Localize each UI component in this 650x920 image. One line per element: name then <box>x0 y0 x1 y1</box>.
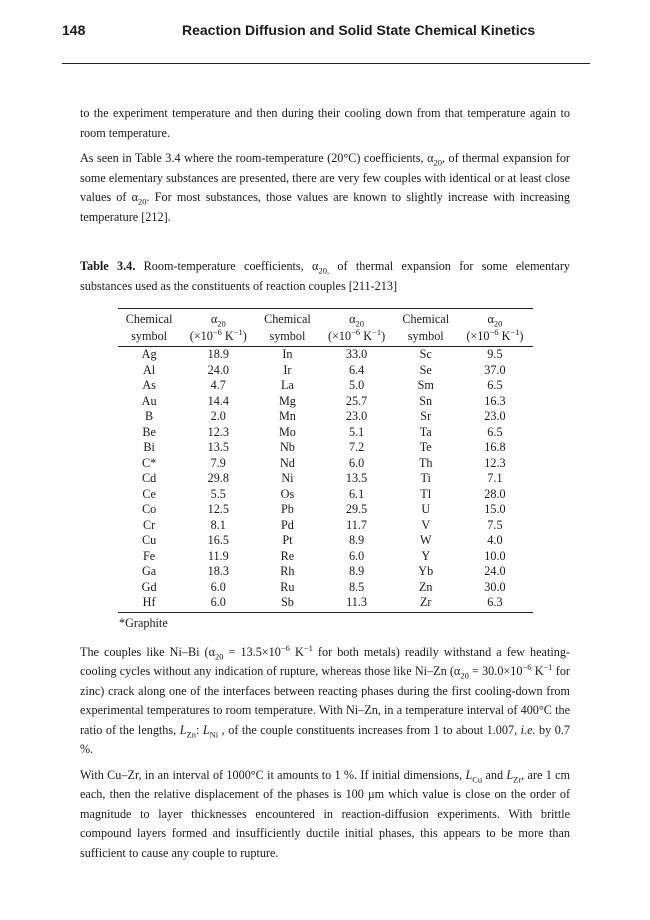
alpha-value-cell: 29.5 <box>345 502 368 516</box>
alpha-value-cell: 37.0 <box>484 362 506 377</box>
table-caption <box>80 257 570 296</box>
alpha-value-cell: 6.1 <box>348 486 365 501</box>
header-line <box>180 311 256 328</box>
table-row <box>118 502 533 518</box>
alpha-value-cell: 7.9 <box>210 455 226 470</box>
variable: L <box>202 722 210 737</box>
symbol-cell: La <box>280 378 294 392</box>
alpha-value-cell: 11.3 <box>319 595 395 612</box>
subscript: Zn <box>186 728 196 739</box>
running-title: Reaction Diffusion and Solid State Chemical Kinetics <box>182 22 536 38</box>
alpha-value-cell: 5.5 <box>210 486 226 501</box>
alpha-value-cell: 16.8 <box>484 440 506 454</box>
unit-part: (×10 <box>328 329 352 343</box>
alpha-value-cell: 8.1 <box>210 517 226 532</box>
table-row <box>118 363 533 379</box>
subscript: 20 <box>214 650 224 661</box>
alpha-value-cell: 24.0 <box>207 362 229 377</box>
unit-part: (×10 <box>189 329 213 343</box>
alpha-value-cell: 4.7 <box>210 378 226 392</box>
alpha-value-cell: 6.4 <box>348 362 365 377</box>
header-unit <box>180 328 256 345</box>
alpha-value-cell: 4.0 <box>487 533 503 547</box>
unit-part: K <box>360 329 373 343</box>
subscript: 20 <box>217 318 226 329</box>
variable: L <box>179 722 187 737</box>
table-body <box>118 347 533 613</box>
alpha-value-cell: 11.7 <box>346 517 368 532</box>
alpha-value-cell: 9.5 <box>487 347 503 361</box>
alpha-value-cell: 23.0 <box>345 409 368 423</box>
table-row <box>118 580 533 596</box>
symbol-cell: Th <box>418 455 433 470</box>
subscript: 20 <box>138 196 147 207</box>
table-row <box>118 409 533 425</box>
header-unit <box>457 328 533 345</box>
subscript: 20 <box>460 670 469 681</box>
alpha-value-cell: 5.1 <box>348 424 365 439</box>
symbol-cell: Ga <box>141 564 157 578</box>
alpha-value-cell: 16.3 <box>484 393 506 408</box>
header-line: Chemical <box>264 312 311 326</box>
superscript: −6 <box>522 661 532 672</box>
symbol-cell: Cd <box>141 471 157 485</box>
alpha-value-cell: 28.0 <box>484 486 506 501</box>
alpha-value-cell: 2.0 <box>210 409 226 423</box>
symbol-cell: Ta <box>419 424 432 439</box>
symbol-cell: Ni <box>281 471 294 485</box>
paragraph-4 <box>80 766 570 864</box>
text: K <box>289 644 304 659</box>
unit-part: −6 <box>351 326 361 337</box>
text: , of the couple constituents increases from 1 to about 1.007, <box>218 722 521 737</box>
text: Room-temperature coefficients, α <box>135 259 319 273</box>
thermal-expansion-table <box>118 308 533 613</box>
alpha-value-cell: 25.7 <box>345 393 368 408</box>
alpha-value-cell: 7.1 <box>487 471 503 485</box>
alpha-value-cell: 7.5 <box>487 517 503 532</box>
symbol-cell: Nb <box>279 440 295 454</box>
alpha-value-cell: 12.5 <box>207 502 229 516</box>
unit-part: −6 <box>489 326 499 337</box>
alpha-value-cell: 5.0 <box>348 378 365 392</box>
text: and <box>482 767 507 782</box>
text: With Cu–Zr, in an interval of 1000°C it amounts to 1 %. If initial dimensions, <box>80 767 466 782</box>
subscript: 20 <box>493 318 503 329</box>
alpha-value-cell: 6.0 <box>348 548 365 563</box>
alpha-value-cell: 12.3 <box>484 455 506 470</box>
symbol-cell: In <box>282 347 293 361</box>
alpha-value-cell: 8.9 <box>348 533 365 547</box>
alpha-value-cell: 18.9 <box>207 347 229 361</box>
symbol-cell: Yb <box>418 564 434 578</box>
alpha-value-cell: 8.5 <box>348 579 365 594</box>
alpha-value-cell: 30.0 <box>484 579 506 594</box>
symbol-cell: B <box>145 409 154 423</box>
page-number: 148 <box>62 22 86 38</box>
symbol-cell: Sn <box>419 393 433 408</box>
alpha-value-cell: 24.0 <box>484 564 506 578</box>
unit-part: K <box>498 329 511 343</box>
alpha-value-cell: 6.0 <box>210 579 226 594</box>
symbol-cell: Te <box>419 440 432 454</box>
paragraph-3 <box>80 643 570 760</box>
header-line: Chemical <box>402 312 450 326</box>
text: for zinc) crack along one of the interfaces between reacting phases during the first cooling-down from experimental temperatures to room temperature. With Ni–Zn, in a temperature interval of 400°C the ratio of the lengths, <box>80 664 570 737</box>
text: = 30.0×10 <box>468 664 523 678</box>
symbol-cell: Al <box>143 362 156 377</box>
alpha-value-cell: 8.9 <box>348 564 365 578</box>
table-row <box>118 425 533 441</box>
symbol-cell: Ir <box>283 362 292 377</box>
table-row <box>118 378 533 394</box>
symbol-cell: Bi <box>143 440 155 454</box>
unit-part: K <box>221 329 234 343</box>
superscript: −1 <box>543 661 553 672</box>
symbol-cell: C* <box>141 455 157 470</box>
table-row <box>118 533 533 549</box>
alpha-value-cell: 13.5 <box>345 471 368 485</box>
caption-label: Table 3.4. <box>80 259 136 273</box>
paragraph-1: to the experiment temperature and then during their cooling down from that temperature again to room temperature. <box>80 106 570 140</box>
symbol-cell: V <box>421 517 431 532</box>
table-row <box>118 595 533 612</box>
symbol-cell: Ru <box>280 579 295 594</box>
unit-part: ) <box>381 329 386 343</box>
symbol-cell: Mn <box>278 409 296 423</box>
symbol-cell: Cu <box>141 533 157 547</box>
alpha-value-cell: 12.3 <box>207 424 229 439</box>
alpha-value-cell: 18.3 <box>207 564 229 578</box>
alpha-value-cell: 15.0 <box>484 502 506 516</box>
subscript: 20, <box>318 265 330 276</box>
alpha-symbol: α <box>487 312 494 326</box>
symbol-cell: Sc <box>419 347 432 361</box>
symbol-cell: Pd <box>280 517 294 532</box>
table-row <box>118 518 533 534</box>
symbol-cell: Hf <box>118 595 180 612</box>
unit-part: ) <box>242 329 247 343</box>
header-alpha <box>319 309 395 347</box>
subscript: Ni <box>209 728 219 739</box>
table-row <box>118 347 533 363</box>
header-line: symbol <box>131 329 168 343</box>
symbol-cell: Ag <box>141 347 157 361</box>
text: for both metals) readily withstand a few heating-cooling cycles without any indication of rupture, whereas those like Ni–Zn (α <box>80 644 570 678</box>
alpha-value-cell: 29.8 <box>207 471 229 485</box>
symbol-cell: Sr <box>420 409 432 423</box>
text: K <box>531 664 544 678</box>
symbol-cell: Au <box>141 393 157 408</box>
alpha-symbol: α <box>349 312 356 326</box>
alpha-value-cell: 6.0 <box>180 595 256 612</box>
symbol-cell: Re <box>280 548 295 563</box>
text: by 0.7 %. <box>80 722 570 756</box>
text: . For most substances, those values are known to slightly increase with increasing temperature [212]. <box>80 190 570 224</box>
page-body <box>80 104 570 869</box>
symbol-cell: Sm <box>417 378 434 392</box>
header-line <box>319 311 395 328</box>
symbol-cell: Mg <box>278 393 296 408</box>
unit-part: −6 <box>212 326 222 337</box>
unit-part: ) <box>519 329 524 343</box>
alpha-value-cell: 6.3 <box>457 595 533 612</box>
symbol-cell: W <box>419 533 432 547</box>
table-row <box>118 440 533 456</box>
unit-part: −1 <box>233 326 243 337</box>
header-alpha <box>180 309 256 347</box>
alpha-value-cell: 16.5 <box>207 533 229 547</box>
symbol-cell: Nd <box>279 455 295 470</box>
alpha-value-cell: 23.0 <box>484 409 506 423</box>
header-line: symbol <box>407 329 444 343</box>
symbol-cell: Mo <box>278 424 296 439</box>
symbol-cell: Pt <box>282 533 293 547</box>
text: , are 1 cm each, then the relative displacement of the phases is 100 μm which value is close on the order of magnitude to layer thicknesses encountered in reaction-diffusion experiments. With brittle compound layers formed and insufficiently ductile initial phases, this appears to be more than sufficient to cause any couple to rupture. <box>80 767 570 860</box>
table-header-row <box>118 309 533 347</box>
symbol-cell: Be <box>142 424 156 439</box>
header-rule <box>62 63 590 64</box>
symbol-cell: Os <box>280 486 295 501</box>
superscript: −1 <box>303 642 313 653</box>
table-row <box>118 471 533 487</box>
text: of thermal expansion for some elementary substances used as the constituents of reaction couples [211-213] <box>80 259 570 293</box>
header-line <box>457 311 533 328</box>
text: = 13.5×10 <box>223 644 281 659</box>
text: The couples like Ni–Bi (α <box>80 644 215 659</box>
symbol-cell: Tl <box>420 486 432 501</box>
subscript: 20 <box>355 318 365 329</box>
symbol-cell: Co <box>141 502 157 516</box>
text: , of thermal expansion for some elementary substances are presented, there are very few couples with identical or at least close values of α <box>80 151 570 204</box>
subscript: Zr <box>513 773 522 784</box>
variable: L <box>465 767 473 782</box>
alpha-value-cell: 14.4 <box>207 393 229 408</box>
subscript: 20 <box>433 157 442 168</box>
alpha-value-cell: 33.0 <box>345 347 368 361</box>
symbol-cell: Pb <box>280 502 294 516</box>
header-chemical-symbol <box>395 309 457 347</box>
superscript: −6 <box>280 642 290 653</box>
symbol-cell: As <box>142 378 156 392</box>
symbol-cell: Fe <box>143 548 156 563</box>
page-header <box>62 22 590 42</box>
symbol-cell: Se <box>419 362 432 377</box>
alpha-value-cell: 7.2 <box>348 440 365 454</box>
table-row <box>118 549 533 565</box>
alpha-value-cell: 6.0 <box>348 455 365 470</box>
unit-part: −1 <box>510 326 520 337</box>
symbol-cell: Sb <box>256 595 318 612</box>
text: As seen in Table 3.4 where the room-temperature (20°C) coefficients, α <box>80 151 434 165</box>
header-chemical-symbol <box>256 309 318 347</box>
alpha-symbol: α <box>210 312 218 326</box>
symbol-cell: Zr <box>395 595 457 612</box>
symbol-cell: Ti <box>420 471 431 485</box>
header-line: symbol <box>269 329 306 343</box>
symbol-cell: Cr <box>143 517 156 532</box>
alpha-value-cell: 6.5 <box>487 424 503 439</box>
alpha-value-cell: 10.0 <box>484 548 506 563</box>
symbol-cell: Gd <box>141 579 157 594</box>
symbol-cell: Y <box>421 548 431 563</box>
table-row <box>118 394 533 410</box>
unit-part: (×10 <box>466 329 490 343</box>
symbol-cell: Ce <box>142 486 156 501</box>
unit-part: −1 <box>372 326 382 337</box>
header-line: Chemical <box>125 312 173 326</box>
subscript: Cu <box>472 773 483 784</box>
alpha-value-cell: 6.5 <box>487 378 503 392</box>
alpha-value-cell: 13.5 <box>207 440 229 454</box>
symbol-cell: Rh <box>280 564 295 578</box>
text: : <box>195 722 203 737</box>
table-footnote: *Graphite <box>119 615 168 630</box>
header-unit <box>319 328 395 345</box>
variable: L <box>506 767 514 782</box>
paragraph-2 <box>80 149 570 227</box>
table-row <box>118 564 533 580</box>
alpha-value-cell: 11.9 <box>207 548 229 563</box>
symbol-cell: Zn <box>418 579 433 594</box>
symbol-cell: U <box>421 502 431 516</box>
header-chemical-symbol <box>118 309 180 347</box>
table-row <box>118 487 533 503</box>
italic-text: i.e. <box>520 722 536 737</box>
header-alpha <box>457 309 533 347</box>
table-row <box>118 456 533 472</box>
